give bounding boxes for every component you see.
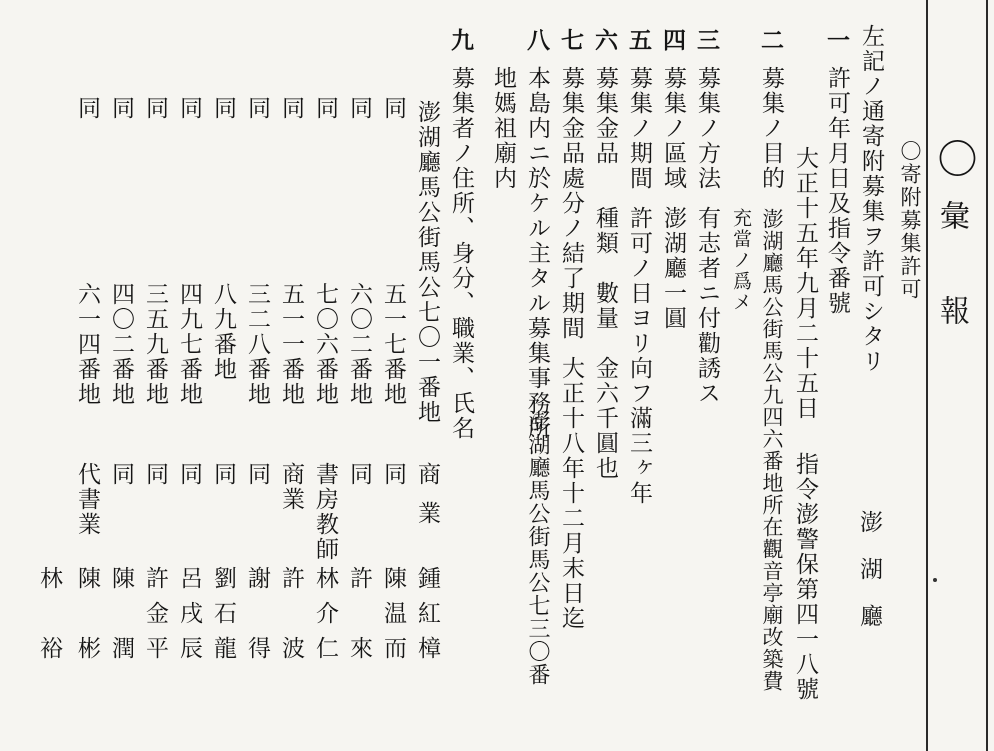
person-address: 同 bbox=[244, 96, 270, 121]
item-detail-purpose: 澎湖廳馬公街馬公九四六番地所在觀音亭廟改築費 bbox=[760, 208, 784, 692]
item-text: 種類 數量 金六千圓也 bbox=[592, 206, 618, 481]
person-address: 同 bbox=[278, 96, 304, 121]
section-title: 〇寄附募集許可 bbox=[898, 140, 922, 301]
person-address-number: 八九番地 bbox=[210, 282, 236, 382]
item-number: 七 bbox=[557, 28, 584, 53]
person-job: 商業 bbox=[414, 462, 440, 540]
item-label: 本島内ニ於ケル主タル募集事務所 bbox=[524, 66, 550, 441]
person-name: 許 波 bbox=[278, 566, 304, 671]
person-address: 同 bbox=[346, 96, 372, 121]
item-text: 澎湖廳一圓 bbox=[660, 206, 686, 331]
item-label: 許可年月日及指令番號 bbox=[824, 66, 850, 316]
person-address-number: 三五九番地 bbox=[142, 282, 168, 407]
item-label: 募集ノ目的 bbox=[758, 66, 784, 191]
item-text: 大正十八年十二月末日迄 bbox=[558, 356, 584, 631]
person-address: 同 bbox=[74, 96, 100, 121]
item-number: 二 bbox=[757, 28, 784, 53]
person-address-number: 五一七番地 bbox=[380, 282, 406, 407]
ink-dot bbox=[933, 578, 937, 582]
person-address: 同 bbox=[142, 96, 168, 121]
person-address-number: 三二八番地 bbox=[244, 282, 270, 407]
item-number: 六 bbox=[591, 28, 618, 53]
item-number: 八 bbox=[523, 28, 550, 53]
border-rule-inner bbox=[986, 0, 988, 751]
person-address-number: 四九七番地 bbox=[176, 282, 202, 407]
item-label: 募集金品處分ノ結了期間 bbox=[558, 66, 584, 341]
person-job: 同 bbox=[210, 462, 236, 487]
person-job: 同 bbox=[176, 462, 202, 487]
item-label: 募集ノ區域 bbox=[660, 66, 686, 191]
issuer: 澎湖廳 bbox=[856, 510, 882, 651]
item-label: 募集ノ期間 bbox=[626, 66, 652, 191]
person-name: 許 來 bbox=[346, 566, 372, 671]
person-job: 同 bbox=[346, 462, 372, 487]
person-job: 同 bbox=[244, 462, 270, 487]
person-address: 同 bbox=[210, 96, 236, 121]
item-label: 募集者ノ住所、身分、職業、氏名 bbox=[448, 66, 474, 441]
person-name: 陳温而 bbox=[380, 566, 406, 671]
item-detail-order: 指令澎警保第四一八號 bbox=[792, 452, 818, 702]
item-text: 澎湖廳馬公街馬公七三〇番 bbox=[525, 410, 550, 686]
item-label: 募集金品 bbox=[592, 66, 618, 166]
person-address: 同 bbox=[176, 96, 202, 121]
person-address: 同 bbox=[108, 96, 134, 121]
person-name: 許金平 bbox=[142, 566, 168, 671]
person-job: 商業 bbox=[278, 462, 304, 512]
masthead-circle: 〇 bbox=[931, 138, 977, 178]
person-name: 劉石龍 bbox=[210, 566, 236, 671]
person-name: 呂戌辰 bbox=[176, 566, 202, 671]
border-rule-outer bbox=[926, 0, 928, 751]
person-address-number: 六〇二番地 bbox=[346, 282, 372, 407]
item-number: 四 bbox=[659, 28, 686, 53]
person-job: 同 bbox=[142, 462, 168, 487]
item-number: 三 bbox=[693, 28, 720, 53]
person-name: 林介仁 bbox=[312, 566, 338, 671]
person-address-number: 四〇二番地 bbox=[108, 282, 134, 407]
person-job: 同 bbox=[380, 462, 406, 487]
masthead-title: 彙 bbox=[934, 200, 969, 230]
item-label: 募集ノ方法 bbox=[694, 66, 720, 191]
person-name: 陳 彬 bbox=[74, 566, 100, 671]
item-text: 許可ノ日ヨリ向フ滿三ヶ年 bbox=[626, 206, 652, 506]
person-address-number: 六一四番地 bbox=[74, 282, 100, 407]
item-text-cont: 地媽祖廟内 bbox=[490, 66, 516, 191]
item-number: 五 bbox=[625, 28, 652, 53]
masthead-word: 報 bbox=[934, 295, 969, 325]
address-base: 澎湖廳馬公街馬公七〇一番地 bbox=[414, 100, 440, 425]
person-job: 書房教師 bbox=[312, 462, 338, 562]
person-address-number: 七〇六番地 bbox=[312, 282, 338, 407]
person-address-number: 五一一番地 bbox=[278, 282, 304, 407]
person-address: 同 bbox=[312, 96, 338, 121]
item-detail-date: 大正十五年九月二十五日 bbox=[792, 146, 818, 421]
person-name: 陳 潤 bbox=[108, 566, 134, 671]
item-number: 九 bbox=[447, 28, 474, 53]
item-detail-purpose-cont: 充當ノ爲メ bbox=[730, 208, 752, 313]
person-address: 同 bbox=[380, 96, 406, 121]
person-job: 代書業 bbox=[74, 462, 100, 537]
intro-text: 左記ノ通寄附募集ヲ許可シタリ bbox=[858, 24, 884, 374]
person-name-extra: 林 裕 bbox=[36, 566, 62, 671]
item-text: 有志者ニ付勸誘ス bbox=[694, 206, 720, 406]
item-number: 一 bbox=[823, 28, 850, 53]
person-name: 謝 得 bbox=[244, 566, 270, 671]
person-name: 鍾紅樟 bbox=[414, 566, 440, 671]
person-job: 同 bbox=[108, 462, 134, 487]
